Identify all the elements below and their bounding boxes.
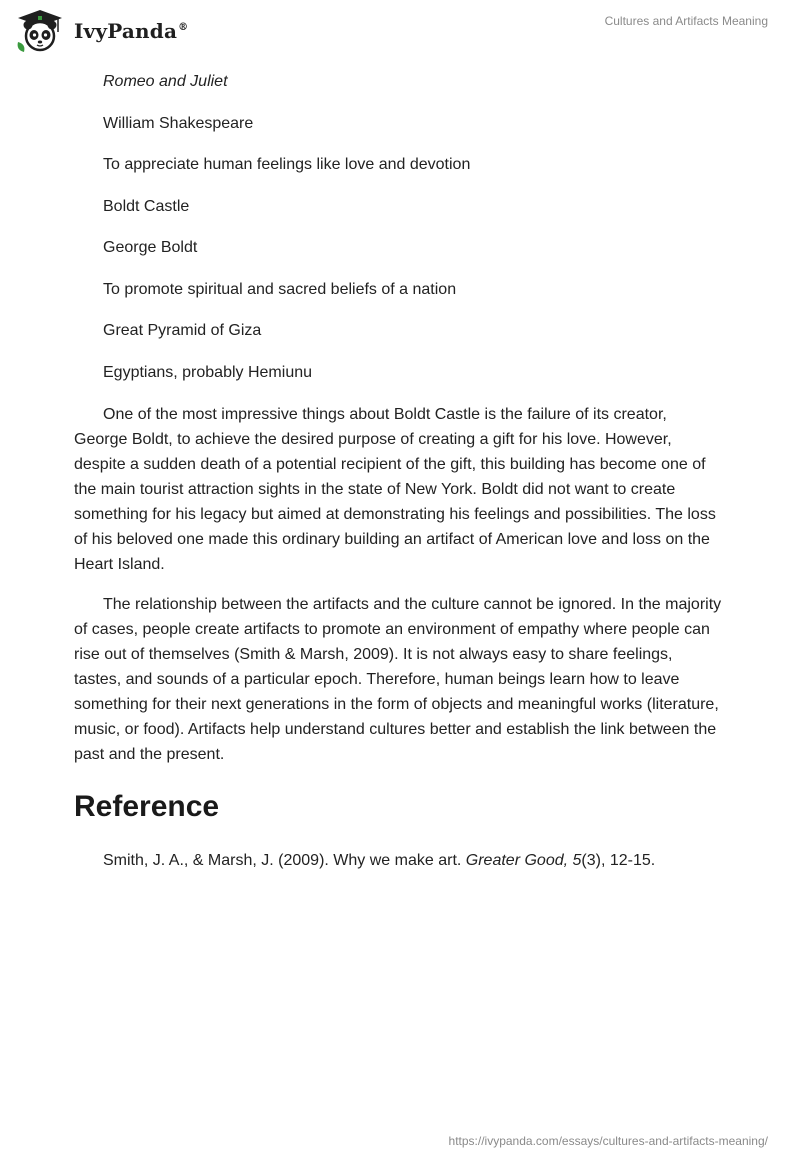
artifact-title-pyramid: Great Pyramid of Giza [103,322,262,339]
source-url-link[interactable]: https://ivypanda.com/essays/cultures-and-artifacts-meaning/ [448,1134,768,1148]
essay-content [74,70,724,873]
brand-name: IvyPanda® [74,19,189,43]
document-title: Cultures and Artifacts Meaning [604,14,768,28]
reference-journal: Greater Good, 5 [465,852,582,869]
reference-details: (3), 12-15. [581,852,656,869]
artifact-author-pyramid: Egyptians, probably Hemiunu [103,363,313,381]
artifact-title-boldt: Boldt Castle [103,197,190,215]
artifact-author-boldt: George Boldt [103,239,198,256]
reference-entry [103,849,724,873]
panda-graduate-icon [14,8,66,54]
ivypanda-logo[interactable] [14,8,188,54]
body-paragraph-1: One of the most impressive things about Boldt Castle is the failure of its creator, George Boldt, to achieve the desired purpose of creating a gift for his love. However, despite a sudden death of a potential recipient of the gift, this building has become one of the main tourist attraction sights in the state of New York. Boldt did not want to create something for his legacy but aimed at demonstrating his feelings and possibilities. The loss of his beloved one made this ordinary building an artifact of American love and loss on the Heart Island. [74,406,716,573]
reference-authors: Smith, J. A., & Marsh, J. (2009). Why we make art. [103,852,466,869]
artifact-purpose-boldt: To promote spiritual and sacred beliefs of a nation [103,280,457,298]
artifact-title-romeo: Romeo and Juliet [103,73,228,90]
reference-heading: Reference [74,790,220,823]
artifact-author-shakespeare: William Shakespeare [103,114,254,132]
page-header [0,0,800,62]
body-paragraph-2: The relationship between the artifacts and the culture cannot be ignored. In the majority of cases, people create artifacts to promote an environment of empathy where people can rise out of themselves (Smith & Marsh, 2009). It is not always easy to share feelings, tastes, and sounds of a particular epoch. Therefore, human beings learn how to leave something for their next generations in the form of objects and meaningful works (literature, music, or food). Artifacts help understand cultures better and establish the link between the past and the present. [74,596,722,763]
artifact-purpose-romeo: To appreciate human feelings like love and devotion [103,156,471,173]
registered-mark: ® [178,22,189,34]
